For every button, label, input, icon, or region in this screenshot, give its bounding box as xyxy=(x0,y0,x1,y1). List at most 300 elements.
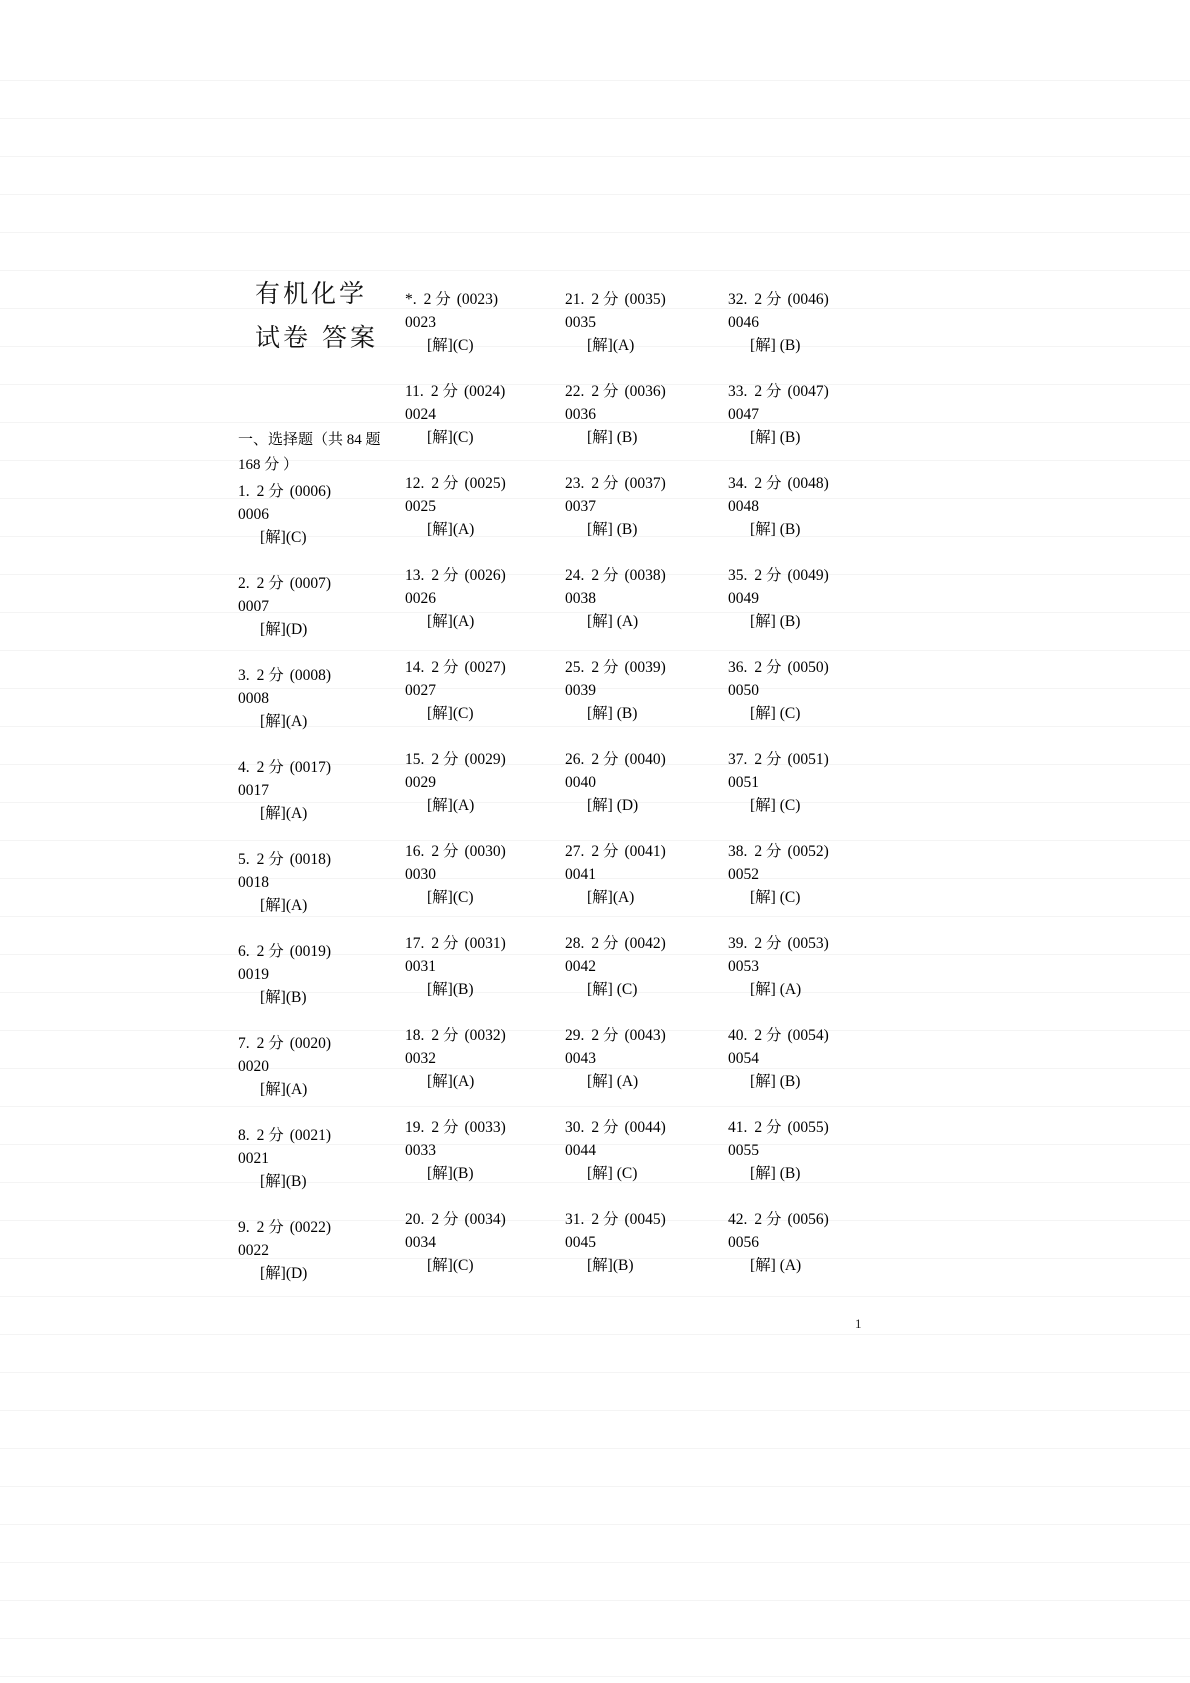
entry-points: 2 分 xyxy=(754,567,782,584)
entry-question-id: (0034) xyxy=(464,1211,506,1228)
entry-header xyxy=(728,932,893,955)
entry-code: 0031 xyxy=(405,958,436,975)
entry-answer: [解] (A) xyxy=(750,1257,802,1274)
entry-number: 15. xyxy=(405,751,425,768)
entry-header xyxy=(565,380,730,403)
entry-answer: [解] (B) xyxy=(587,429,638,446)
entry-points: 2 分 xyxy=(256,1219,284,1236)
entry-header xyxy=(728,1116,893,1139)
entry-header xyxy=(405,932,570,955)
entry-header xyxy=(405,564,570,587)
entry-question-id: (0007) xyxy=(289,575,332,592)
answer-entry xyxy=(405,932,570,1024)
entry-question-id: (0039) xyxy=(624,659,666,676)
entry-number: 28. xyxy=(565,935,585,952)
entry-header xyxy=(238,664,403,687)
answer-entry xyxy=(238,1124,403,1216)
entry-answer: [解] (B) xyxy=(750,521,801,538)
entry-points: 2 分 xyxy=(256,667,284,684)
entry-number: 4. xyxy=(238,759,250,776)
answer-entry xyxy=(565,380,730,472)
entry-points: 2 分 xyxy=(754,751,782,768)
answer-entry xyxy=(565,1116,730,1208)
entry-question-id: (0041) xyxy=(624,843,666,860)
entry-number: 42. xyxy=(728,1211,748,1228)
entry-header xyxy=(565,1024,730,1047)
entry-header xyxy=(238,1032,403,1055)
entry-points: 2 分 xyxy=(431,1027,459,1044)
entry-points: 2 分 xyxy=(256,483,284,500)
entry-points: 2 分 xyxy=(256,943,284,960)
entry-code: 0020 xyxy=(238,1058,269,1075)
entry-code: 0041 xyxy=(565,866,596,883)
answer-entry xyxy=(405,288,570,380)
entry-points: 2 分 xyxy=(591,567,619,584)
entry-answer: [解](C) xyxy=(427,889,474,906)
entry-question-id: (0051) xyxy=(787,751,829,768)
entry-answer: [解] (B) xyxy=(750,613,801,630)
answer-column-1 xyxy=(238,480,403,1308)
entry-header xyxy=(405,748,570,771)
entry-header xyxy=(565,564,730,587)
answer-entry xyxy=(728,1116,893,1208)
answer-entry xyxy=(238,1032,403,1124)
entry-question-id: (0046) xyxy=(787,291,829,308)
entry-number: 21. xyxy=(565,291,585,308)
entry-number: 18. xyxy=(405,1027,425,1044)
entry-points: 2 分 xyxy=(431,659,459,676)
answer-entry xyxy=(728,748,893,840)
entry-points: 2 分 xyxy=(754,475,782,492)
answer-entry xyxy=(405,1208,570,1300)
entry-code: 0033 xyxy=(405,1142,436,1159)
entry-answer: [解] (B) xyxy=(587,521,638,538)
answer-entry xyxy=(238,1216,403,1308)
entry-code: 0054 xyxy=(728,1050,759,1067)
entry-answer: [解](A) xyxy=(427,1073,475,1090)
entry-number: 1. xyxy=(238,483,250,500)
entry-answer: [解] (A) xyxy=(750,981,802,998)
entry-number: 40. xyxy=(728,1027,748,1044)
entry-code: 0030 xyxy=(405,866,436,883)
entry-question-id: (0037) xyxy=(624,475,666,492)
entry-points: 2 分 xyxy=(591,751,619,768)
entry-answer: [解](A) xyxy=(260,713,308,730)
entry-header xyxy=(405,1116,570,1139)
entry-number: 38. xyxy=(728,843,748,860)
entry-header xyxy=(565,748,730,771)
answer-entry xyxy=(238,848,403,940)
entry-question-id: (0042) xyxy=(624,935,666,952)
entry-answer: [解](A) xyxy=(427,613,475,630)
entry-header xyxy=(405,288,570,311)
answer-entry xyxy=(565,472,730,564)
entry-answer: [解](C) xyxy=(427,337,474,354)
entry-answer: [解](C) xyxy=(427,1257,474,1274)
entry-code: 0053 xyxy=(728,958,759,975)
entry-header xyxy=(238,848,403,871)
entry-code: 0049 xyxy=(728,590,759,607)
entry-header xyxy=(238,756,403,779)
answer-entry xyxy=(238,480,403,572)
entry-number: 23. xyxy=(565,475,585,492)
entry-answer: [解](D) xyxy=(260,621,308,638)
entry-header xyxy=(728,656,893,679)
entry-number: 19. xyxy=(405,1119,425,1136)
entry-answer: [解] (B) xyxy=(750,1073,801,1090)
entry-code: 0047 xyxy=(728,406,759,423)
entry-question-id: (0045) xyxy=(624,1211,666,1228)
entry-question-id: (0017) xyxy=(289,759,332,776)
entry-answer: [解](A) xyxy=(260,805,308,822)
entry-header xyxy=(565,288,730,311)
answer-entry xyxy=(405,656,570,748)
entry-number: 41. xyxy=(728,1119,748,1136)
answer-entry xyxy=(405,564,570,656)
entry-question-id: (0027) xyxy=(464,659,506,676)
entry-number: 20. xyxy=(405,1211,425,1228)
entry-code: 0040 xyxy=(565,774,596,791)
entry-code: 0008 xyxy=(238,690,269,707)
entry-question-id: (0040) xyxy=(624,751,666,768)
entry-question-id: (0044) xyxy=(624,1119,666,1136)
entry-question-id: (0032) xyxy=(464,1027,506,1044)
entry-answer: [解] (C) xyxy=(750,705,801,722)
entry-code: 0050 xyxy=(728,682,759,699)
answer-entry xyxy=(728,380,893,472)
entry-code: 0038 xyxy=(565,590,596,607)
entry-number: 5. xyxy=(238,851,250,868)
entry-code: 0007 xyxy=(238,598,269,615)
entry-points: 2 分 xyxy=(591,383,619,400)
entry-answer: [解](A) xyxy=(587,337,635,354)
entry-code: 0022 xyxy=(238,1242,269,1259)
entry-header xyxy=(728,564,893,587)
answer-entry xyxy=(565,288,730,380)
answer-entry xyxy=(565,932,730,1024)
answer-entry xyxy=(238,572,403,664)
entry-header xyxy=(405,1208,570,1231)
entry-points: 2 分 xyxy=(591,843,619,860)
entry-question-id: (0024) xyxy=(463,383,506,400)
answer-entry xyxy=(728,1024,893,1116)
entry-code: 0032 xyxy=(405,1050,436,1067)
entry-code: 0034 xyxy=(405,1234,436,1251)
answer-entry xyxy=(405,472,570,564)
entry-code: 0046 xyxy=(728,314,759,331)
entry-header xyxy=(565,472,730,495)
answer-entry xyxy=(405,380,570,472)
entry-number: 34. xyxy=(728,475,748,492)
answer-entry xyxy=(405,1116,570,1208)
entry-points: 2 分 xyxy=(754,1119,782,1136)
entry-number: 22. xyxy=(565,383,585,400)
entry-header xyxy=(728,748,893,771)
entry-number: 32. xyxy=(728,291,748,308)
entry-code: 0036 xyxy=(565,406,596,423)
entry-number: 8. xyxy=(238,1127,250,1144)
entry-header xyxy=(728,472,893,495)
entry-answer: [解] (B) xyxy=(587,705,638,722)
entry-points: 2 分 xyxy=(754,1027,782,1044)
entry-question-id: (0049) xyxy=(787,567,829,584)
entry-number: 30. xyxy=(565,1119,585,1136)
entry-answer: [解] (B) xyxy=(750,1165,801,1182)
entry-answer: [解](A) xyxy=(427,797,475,814)
entry-answer: [解](B) xyxy=(427,1165,474,1182)
entry-answer: [解](A) xyxy=(260,897,308,914)
entry-code: 0037 xyxy=(565,498,596,515)
entry-question-id: (0023) xyxy=(456,291,499,308)
entry-code: 0029 xyxy=(405,774,436,791)
entry-header xyxy=(728,288,893,311)
entry-question-id: (0031) xyxy=(464,935,506,952)
entry-points: 2 分 xyxy=(256,1035,284,1052)
document-title xyxy=(255,272,405,360)
entry-number: 3. xyxy=(238,667,250,684)
entry-answer: [解](C) xyxy=(427,705,474,722)
answer-entry xyxy=(728,288,893,380)
entry-question-id: (0020) xyxy=(289,1035,332,1052)
entry-number: 37. xyxy=(728,751,748,768)
entry-header xyxy=(565,1208,730,1231)
entry-points: 2 分 xyxy=(591,659,619,676)
title-line-1: 有机化学 xyxy=(255,279,368,308)
entry-question-id: (0021) xyxy=(289,1127,332,1144)
answer-entry xyxy=(728,1208,893,1300)
entry-question-id: (0036) xyxy=(624,383,666,400)
entry-points: 2 分 xyxy=(591,291,619,308)
entry-header xyxy=(238,940,403,963)
entry-question-id: (0026) xyxy=(464,567,506,584)
entry-points: 2 分 xyxy=(431,751,459,768)
entry-question-id: (0006) xyxy=(289,483,332,500)
entry-points: 2 分 xyxy=(431,567,459,584)
entry-code: 0048 xyxy=(728,498,759,515)
entry-code: 0056 xyxy=(728,1234,759,1251)
entry-number: 27. xyxy=(565,843,585,860)
entry-number: 11. xyxy=(405,383,424,400)
entry-header xyxy=(405,380,570,403)
entry-header xyxy=(238,572,403,595)
entry-question-id: (0048) xyxy=(787,475,829,492)
answer-entry xyxy=(565,1024,730,1116)
answer-entry xyxy=(565,1208,730,1300)
entry-header xyxy=(728,380,893,403)
answer-entry xyxy=(405,748,570,840)
answer-entry xyxy=(238,664,403,756)
answer-column-2 xyxy=(405,288,570,1300)
entry-answer: [解] (B) xyxy=(750,429,801,446)
entry-header xyxy=(238,1124,403,1147)
entry-question-id: (0030) xyxy=(464,843,506,860)
entry-number: 31. xyxy=(565,1211,585,1228)
answer-entry xyxy=(405,840,570,932)
entry-header xyxy=(565,656,730,679)
entry-number: 2. xyxy=(238,575,250,592)
entry-answer: [解](B) xyxy=(427,981,474,998)
entry-number: 33. xyxy=(728,383,748,400)
entry-answer: [解] (C) xyxy=(750,797,801,814)
entry-question-id: (0043) xyxy=(624,1027,666,1044)
entry-code: 0044 xyxy=(565,1142,596,1159)
entry-points: 2 分 xyxy=(423,291,451,308)
entry-points: 2 分 xyxy=(754,291,782,308)
entry-question-id: (0056) xyxy=(787,1211,829,1228)
entry-code: 0039 xyxy=(565,682,596,699)
entry-question-id: (0018) xyxy=(289,851,332,868)
entry-answer: [解](D) xyxy=(260,1265,308,1282)
entry-points: 2 分 xyxy=(591,475,619,492)
entry-answer: [解] (B) xyxy=(750,337,801,354)
entry-code: 0023 xyxy=(405,314,436,331)
entry-points: 2 分 xyxy=(591,1211,619,1228)
entry-question-id: (0025) xyxy=(464,475,506,492)
entry-header xyxy=(565,840,730,863)
entry-number: *. xyxy=(405,291,417,308)
entry-points: 2 分 xyxy=(430,383,458,400)
answer-entry xyxy=(565,656,730,748)
entry-points: 2 分 xyxy=(591,935,619,952)
entry-code: 0021 xyxy=(238,1150,269,1167)
entry-answer: [解](A) xyxy=(427,521,475,538)
entry-points: 2 分 xyxy=(754,935,782,952)
entry-answer: [解] (C) xyxy=(587,1165,638,1182)
entry-answer: [解](B) xyxy=(587,1257,634,1274)
entry-question-id: (0050) xyxy=(787,659,829,676)
entry-number: 25. xyxy=(565,659,585,676)
entry-answer: [解](A) xyxy=(260,1081,308,1098)
entry-number: 17. xyxy=(405,935,425,952)
entry-code: 0024 xyxy=(405,406,436,423)
entry-code: 0052 xyxy=(728,866,759,883)
entry-number: 36. xyxy=(728,659,748,676)
entry-points: 2 分 xyxy=(256,575,284,592)
entry-header xyxy=(405,1024,570,1047)
entry-header xyxy=(405,472,570,495)
entry-answer: [解] (A) xyxy=(587,1073,639,1090)
entry-points: 2 分 xyxy=(431,843,459,860)
answer-entry xyxy=(565,840,730,932)
entry-code: 0051 xyxy=(728,774,759,791)
entry-answer: [解](C) xyxy=(260,529,307,546)
entry-answer: [解] (D) xyxy=(587,797,639,814)
entry-points: 2 分 xyxy=(431,1211,459,1228)
section-heading: 一、选择题（共 84 题 168 分 ） xyxy=(238,432,381,473)
entry-header xyxy=(238,1216,403,1239)
entry-number: 24. xyxy=(565,567,585,584)
answer-column-3 xyxy=(565,288,730,1300)
answer-entry xyxy=(728,840,893,932)
entry-number: 13. xyxy=(405,567,425,584)
answer-entry xyxy=(405,1024,570,1116)
entry-points: 2 分 xyxy=(754,1211,782,1228)
entry-question-id: (0008) xyxy=(289,667,332,684)
answer-entry xyxy=(565,564,730,656)
entry-code: 0025 xyxy=(405,498,436,515)
entry-points: 2 分 xyxy=(256,1127,284,1144)
answer-entry xyxy=(238,940,403,1032)
entry-code: 0018 xyxy=(238,874,269,891)
entry-points: 2 分 xyxy=(431,935,459,952)
entry-code: 0019 xyxy=(238,966,269,983)
entry-number: 35. xyxy=(728,567,748,584)
entry-header xyxy=(405,656,570,679)
answer-entry xyxy=(728,472,893,564)
entry-points: 2 分 xyxy=(754,659,782,676)
entry-points: 2 分 xyxy=(256,759,284,776)
entry-answer: [解](B) xyxy=(260,989,307,1006)
entry-question-id: (0047) xyxy=(787,383,829,400)
entry-number: 7. xyxy=(238,1035,250,1052)
entry-header xyxy=(405,840,570,863)
entry-answer: [解](A) xyxy=(587,889,635,906)
entry-number: 9. xyxy=(238,1219,250,1236)
answer-entry xyxy=(728,932,893,1024)
entry-points: 2 分 xyxy=(256,851,284,868)
entry-answer: [解] (C) xyxy=(750,889,801,906)
entry-points: 2 分 xyxy=(431,475,459,492)
entry-question-id: (0052) xyxy=(787,843,829,860)
entry-code: 0027 xyxy=(405,682,436,699)
entry-number: 6. xyxy=(238,943,250,960)
title-line-2: 试卷 答案 xyxy=(255,323,378,352)
entry-points: 2 分 xyxy=(431,1119,459,1136)
entry-number: 29. xyxy=(565,1027,585,1044)
entry-header xyxy=(728,1024,893,1047)
answer-entry xyxy=(728,656,893,748)
entry-question-id: (0019) xyxy=(289,943,332,960)
entry-points: 2 分 xyxy=(754,383,782,400)
entry-header xyxy=(565,1116,730,1139)
entry-code: 0035 xyxy=(565,314,596,331)
entry-question-id: (0054) xyxy=(787,1027,829,1044)
entry-answer: [解](C) xyxy=(427,429,474,446)
entry-number: 16. xyxy=(405,843,425,860)
entry-question-id: (0029) xyxy=(464,751,506,768)
answer-column-4 xyxy=(728,288,893,1300)
answer-entry xyxy=(728,564,893,656)
entry-header xyxy=(728,1208,893,1231)
entry-code: 0043 xyxy=(565,1050,596,1067)
entry-question-id: (0035) xyxy=(624,291,666,308)
entry-answer: [解](B) xyxy=(260,1173,307,1190)
answer-entry xyxy=(238,756,403,848)
entry-question-id: (0053) xyxy=(787,935,829,952)
entry-number: 12. xyxy=(405,475,425,492)
entry-question-id: (0033) xyxy=(464,1119,506,1136)
entry-points: 2 分 xyxy=(754,843,782,860)
entry-answer: [解] (C) xyxy=(587,981,638,998)
entry-question-id: (0055) xyxy=(787,1119,829,1136)
entry-number: 14. xyxy=(405,659,425,676)
entry-code: 0045 xyxy=(565,1234,596,1251)
entry-number: 39. xyxy=(728,935,748,952)
page-number: 1 xyxy=(855,1316,862,1331)
entry-question-id: (0038) xyxy=(624,567,666,584)
answer-entry xyxy=(565,748,730,840)
entry-answer: [解] (A) xyxy=(587,613,639,630)
entry-points: 2 分 xyxy=(591,1027,619,1044)
entry-points: 2 分 xyxy=(591,1119,619,1136)
entry-header xyxy=(728,840,893,863)
entry-code: 0017 xyxy=(238,782,269,799)
entry-code: 0026 xyxy=(405,590,436,607)
entry-code: 0006 xyxy=(238,506,269,523)
entry-header xyxy=(238,480,403,503)
entry-number: 26. xyxy=(565,751,585,768)
entry-code: 0055 xyxy=(728,1142,759,1159)
